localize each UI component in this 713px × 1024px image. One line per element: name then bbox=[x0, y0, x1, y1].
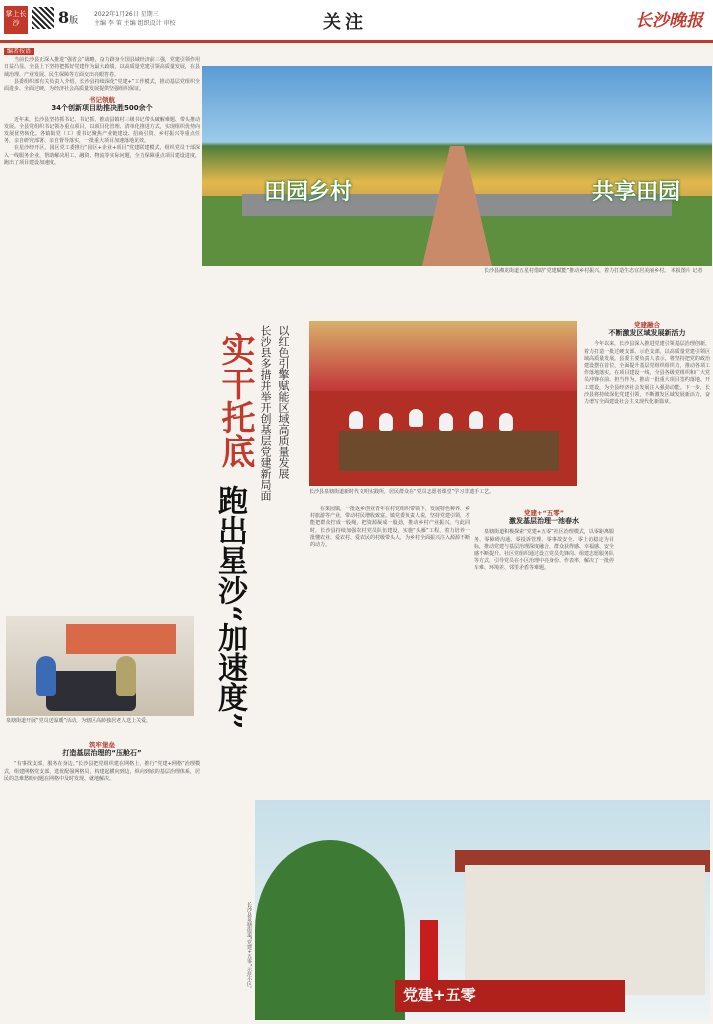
headline-deck-1: 长沙县多措并举开创基层党建新局面 bbox=[259, 325, 272, 501]
photo-credit: 本报图片 记者 bbox=[670, 268, 703, 274]
editor-note-kicker: 编者按语 bbox=[4, 48, 34, 55]
masthead-rule bbox=[0, 40, 713, 43]
paragraph: “有事找支部，服务在身边。”长沙县把党组织建在网格上，推行“党建+网格”治理模式，组建网格党支部，选优配强网格员，构建起横向到边、纵向到底的基层治理体系，居民的急难愁盼问题在网格中及时发现、就地解决。 bbox=[4, 761, 200, 782]
subhead-4: 党建融合 bbox=[634, 321, 660, 329]
qr-code-icon[interactable] bbox=[32, 7, 54, 29]
headline-deck-2: 以红色引擎赋能区域高质量发展 bbox=[277, 325, 290, 479]
classroom-photo-caption: 长沙县泉塘街道新时代文明实践所，居民群众在“党员志愿者课堂”学习非遗手工艺。 bbox=[309, 489, 495, 495]
building-photo-caption: 长沙县泉塘街道“党建+五零”示范小区。 bbox=[246, 902, 252, 992]
left-column-bottom bbox=[4, 738, 200, 1022]
subtitle-2: 打造基层治理的“压舱石” bbox=[62, 749, 142, 758]
subtitle-4: 不断激发区域发展新活力 bbox=[608, 329, 686, 338]
newspaper-brand: 长沙晚报 bbox=[635, 11, 703, 31]
section-title: 关注 bbox=[323, 12, 367, 33]
building-sign: 党建+五零 bbox=[403, 986, 476, 1004]
elderly-photo-caption: 泉塘街道开展“党员送温暖”活动，为辖区高龄独居老人送上关爱。 bbox=[6, 718, 152, 724]
subtitle-3: 激发基层治理一池春水 bbox=[509, 517, 579, 526]
paragraph: 县委组织部有关负责人介绍，长沙县持续深化“党建+”工作模式，推动基层党组织全面进步、全面过硬，为经济社会高质量发展提供坚强组织保证。 bbox=[4, 78, 200, 93]
paragraph: 在星沙经开区，园区党工委推行“园区+企业+项目”党建联建模式，组织党员干部深入一线服务企业，帮助解决用工、融资、物流等实际问题，全力保障重点项目建设进度，跑出了项目建设加速度。 bbox=[4, 145, 200, 166]
community-building-photo bbox=[255, 800, 710, 1020]
sign-right: 共享田园 bbox=[592, 180, 681, 205]
page-number: 8版 bbox=[58, 8, 79, 27]
paragraph: 泉塘街道积极探索“党建+五零”社区治理模式，以零距离服务、零障碍沟通、零投诉管理、零事故安全、零上访稳定为目标，推动党建与基层治理深度融合，群众获得感、幸福感、安全感不断提升。社区党组织通过设立党员先锋岗、组建志愿服务队等方式，引导党员在小区治理中亮身份、作表率，解决了一批停车难、环境差、邻里矛盾等难题。 bbox=[474, 529, 614, 572]
top-photo-caption: 长沙县湘龙街道五星村借助“党建赋能”推动乡村振兴，着力打造生态宜居美丽乡村。 本报图片 记者 bbox=[484, 268, 703, 274]
app-logo: 掌上长沙 bbox=[4, 6, 28, 34]
subhead-1: 书记领航 bbox=[89, 96, 115, 105]
right-column bbox=[584, 318, 710, 796]
headline-kicker: 实干托底 bbox=[215, 332, 255, 468]
elderly-care-photo bbox=[6, 616, 194, 716]
paragraph: 在果园镇，一批返乡创业青年在村党组织带领下，发展特色种养、乡村旅游等产业，带动村民增收致富。镇党委负责人说，坚持党建引领，才能把群众拧成一股绳，把资源凝成一股劲，推动乡村产业振兴。与此同时，长沙县持续加强农村党员队伍建设，实施“头雁”工程，着力培养一批懂农业、爱农村、爱农民的村级带头人，为乡村全面振兴注入源源不断的动力。 bbox=[310, 506, 470, 549]
classroom-photo bbox=[309, 321, 577, 486]
left-column bbox=[4, 48, 200, 608]
paragraph: 近年来，长沙县坚持抓书记、书记抓，推动县镇村三级书记带头破解难题、带头推动发展。全县党组织书记领办重点项目，以项目化管理、清单化推进方式，实现组织优势向发展优势转化。各镇街党（工）委书记聚焦产业链建设、招商引资、乡村振兴等重点任务，亲自研究部署、亲自督导落实，一批重大项目加速落地见效。 bbox=[4, 116, 200, 145]
subtitle-1: 34个创新项目助推决胜500余个 bbox=[51, 104, 153, 113]
headline-main: 跑出星沙“加速度” bbox=[212, 485, 247, 730]
masthead bbox=[0, 0, 713, 40]
paragraph: 今年以来，长沙县深入推进党建引领基层治理创新，着力打造一批过硬支部、示范支部，以高质量党建引领区域高质量发展。县委主要负责人表示，将坚持把党的政治建设摆在首位，全面提升基层党组织组织力，推动各项工作落地落实。在项目建设一线，全县各级党组织和广大党员冲锋在前、担当作为，推动一批重大项目签约落地、开工建设，为全县经济社会发展注入强劲动能。下一步，长沙县将持续深化党建引领，不断激发区域发展新活力，奋力谱写全面建设社会主义现代化新篇章。 bbox=[584, 341, 710, 406]
page-meta: 2022年1月26日 星期三 主编 李 策 主编 组织设计 审校 bbox=[94, 11, 176, 27]
rural-garden-photo bbox=[202, 66, 712, 266]
subhead-3: 党建+“五零” bbox=[524, 509, 564, 517]
intro-paragraph: 当前长沙县正深入推进“强省会”战略，奋力跻身全国县域经济前三强，党建引领作用日益凸显。全县上下坚持把抓好党建作为最大政绩，以高质量党建引领高质量发展，在县域治理、产业发展、民生保障等方面交出亮眼答卷。 bbox=[4, 57, 200, 78]
subhead-2: 筑牢堡垒 bbox=[89, 741, 115, 749]
middle-column bbox=[310, 506, 470, 796]
sign-left: 田园乡村 bbox=[264, 180, 353, 205]
